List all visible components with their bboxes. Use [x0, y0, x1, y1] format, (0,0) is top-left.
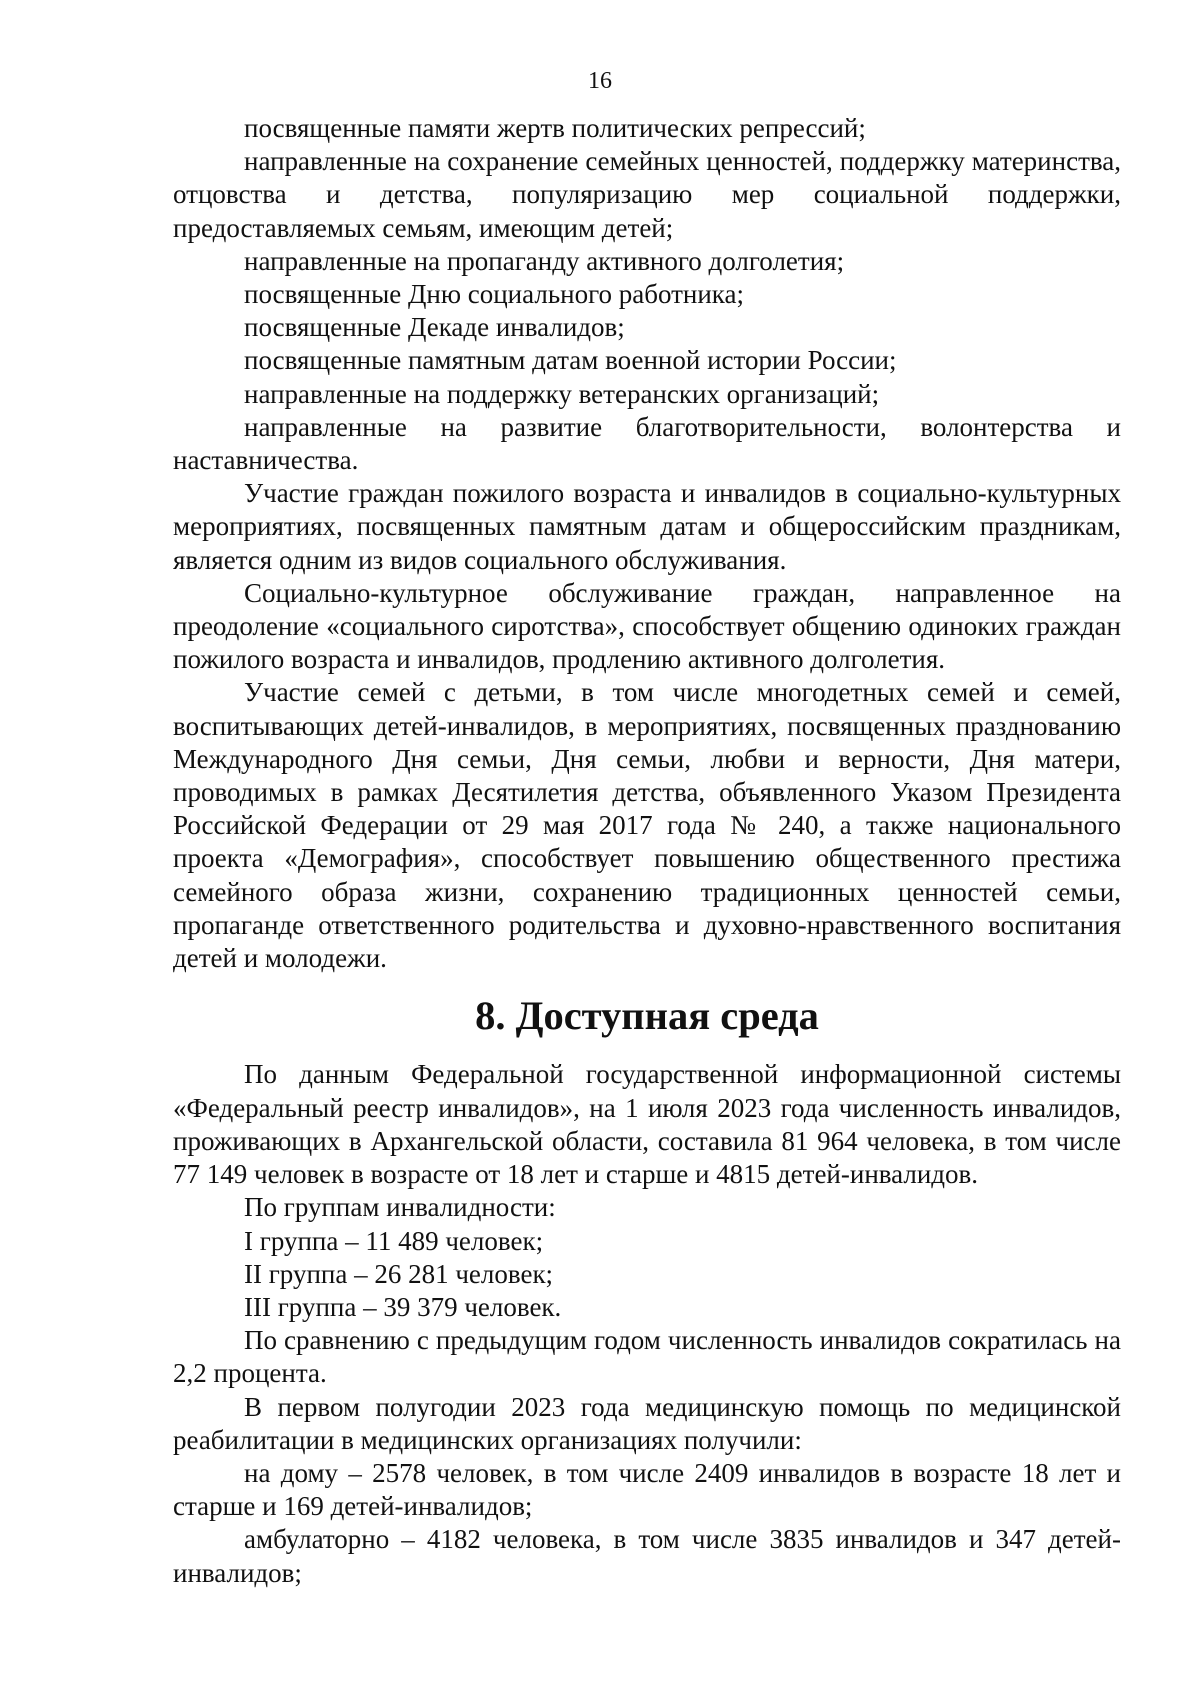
list-item-group-1: I группа – 11 489 человек;	[244, 1225, 544, 1256]
paragraph-social-orphanhood: Социально-культурное обслуживание граждан, направленное на преодоление «социального сиротства», способствует общению одиноких граждан пожилого возраста и инвалидов, продлению активного долголетия.	[173, 577, 1121, 675]
page-content	[173, 112, 1121, 1590]
list-item-social-worker-day: посвященные Дню социального работника;	[244, 279, 745, 310]
page-number: 16	[588, 68, 612, 94]
list-item-repressions: посвященные памяти жертв политических репрессий;	[244, 113, 866, 143]
list-item-charity: направленные на развитие благотворительности, волонтерства и наставничества.	[173, 411, 1121, 476]
list-item-outpatient: амбулаторно – 4182 человека, в том числе 3835 инвалидов и 347 детей-инвалидов;	[173, 1524, 1121, 1588]
paragraph-groups-intro: По группам инвалидности:	[244, 1192, 556, 1223]
list-item-active-longevity: направленные на пропаганду активного долголетия;	[244, 245, 845, 276]
list-item-group-2: II группа – 26 281 человек;	[244, 1258, 554, 1289]
list-item-military-history: посвященные памятным датам военной истории России;	[244, 345, 897, 376]
paragraph-disability-registry: По данным Федеральной государственной информационной системы «Федеральный реестр инвалидов», на 1 июля 2023 года численность инвалидов, проживающих в Архангельской области, составила 81 964 человека, в том числе 77 149 человек в возрасте от 18 лет и старше и 4815 детей-инвалидов.	[173, 1059, 1121, 1190]
list-item-veteran-orgs: направленные на поддержку ветеранских организаций;	[244, 378, 880, 409]
list-item-at-home: на дому – 2578 человек, в том числе 2409 инвалидов в возрасте 18 лет и старше и 169 детей-инвалидов;	[173, 1457, 1121, 1522]
paragraph-rehabilitation: В первом полугодии 2023 года медицинскую помощь по медицинской реабилитации в медицинских организациях получили:	[173, 1391, 1121, 1455]
paragraph-decrease: По сравнению с предыдущим годом численность инвалидов сократилась на 2,2 процента.	[173, 1325, 1121, 1389]
list-item-disability-decade: посвященные Декаде инвалидов;	[244, 312, 625, 343]
paragraph-families-with-children: Участие семей с детьми, в том числе многодетных семей и семей, воспитывающих детей-инвалидов, в мероприятиях, посвященных празднованию Международного Дня семьи, Дня семьи, любви и верности, Дня матери, проводимых в рамках Десятилетия детства, объявленного Указом Президента Российской Федерации от 29 мая 2017 года № 240, а также национального проекта «Демография», способствует повышению общественного престижа семейного образа жизни, сохранению традиционных ценностей семьи, пропаганде ответственного родительства и духовно-нравственного воспитания детей и молодежи.	[173, 677, 1121, 974]
list-item-family-values: направленные на сохранение семейных ценностей, поддержку материнства, отцовства и детства, популяризацию мер социальной поддержки, предоставляемых семьям, имеющим детей;	[173, 146, 1121, 243]
section-heading: 8. Доступная среда	[475, 993, 819, 1039]
list-item-group-3: III группа – 39 379 человек.	[244, 1291, 562, 1322]
paragraph-social-cultural-events: Участие граждан пожилого возраста и инвалидов в социально-культурных мероприятиях, посвященных памятным датам и общероссийским праздникам, является одним из видов социального обслуживания.	[173, 478, 1121, 575]
